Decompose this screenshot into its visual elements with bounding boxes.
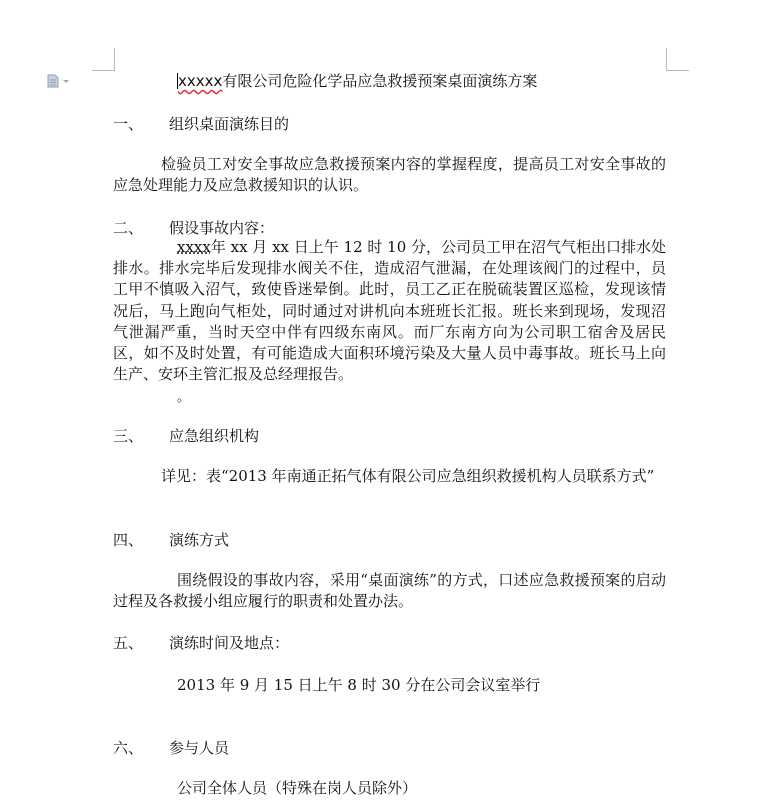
section-6-number: 六、: [113, 739, 144, 757]
section-2-number: 二、: [113, 219, 144, 237]
section-6-body: 公司全体人员（特殊在岗人员除外）: [177, 779, 418, 797]
section-2-body: [113, 237, 666, 385]
section-4-body: 围绕假设的事故内容，采用“桌面演练”的方式，口述应急救援预案的启动过程及各救援小组应履行的职责和处置办法。: [113, 571, 666, 611]
section-4-heading: 演练方式: [169, 531, 230, 549]
section-3-heading: 应急组织机构: [169, 427, 260, 445]
section-3-number: 三、: [113, 427, 144, 445]
section-2-body-prefix: xxxx: [177, 238, 211, 256]
section-5-heading: 演练时间及地点：: [169, 634, 290, 652]
section-1-number: 一、: [113, 115, 144, 133]
title-prefix: xxxxx: [178, 72, 223, 90]
trailing-mark: 。: [177, 390, 191, 405]
section-1-heading: 组织桌面演练目的: [169, 115, 290, 133]
crop-mark-top-right: [666, 48, 689, 71]
document-title: [177, 71, 537, 91]
document-icon[interactable]: [47, 73, 73, 87]
section-2-body-text: 年 xx 月 xx 日上午 12 时 10 分，公司员工甲在沼气气柜出口排水处排水。排水完毕后发现排水阀关不住，造成沼气泄漏，在处理该阀门的过程中，员工甲不慎吸入沼气，致使昏迷晕倒。此时，员工乙正在脱硫装置区巡检，发现该情况后，马上跑向气柜处，同时通过对讲机向本班班长汇报。班长来到现场，发现沼气泄漏严重，当时天空中伴有四级东南风。而厂东南方向为公司职工宿舍及居民区，如不及时处置，有可能造成大面积环境污染及大量人员中毒事故。班长马上向生产、安环主管汇报及总经理报告。: [113, 238, 667, 384]
section-3-body: 详见：表“2013 年南通正拓气体有限公司应急组织救援机构人员联系方式”: [161, 467, 655, 485]
title-text: 有限公司危险化学品应急救援预案桌面演练方案: [222, 72, 538, 90]
section-4-number: 四、: [113, 531, 144, 549]
section-2-heading: 假设事故内容：: [169, 219, 275, 237]
section-1-body: 检验员工对安全事故应急救援预案内容的掌握程度，提高员工对安全事故的应急处理能力及应急救援知识的认识。: [113, 155, 666, 195]
section-5-body: 2013 年 9 月 15 日上午 8 时 30 分在公司会议室举行: [177, 676, 541, 694]
section-6-heading: 参与人员: [169, 739, 230, 757]
section-5-number: 五、: [113, 634, 144, 652]
crop-mark-top-left: [92, 48, 115, 71]
